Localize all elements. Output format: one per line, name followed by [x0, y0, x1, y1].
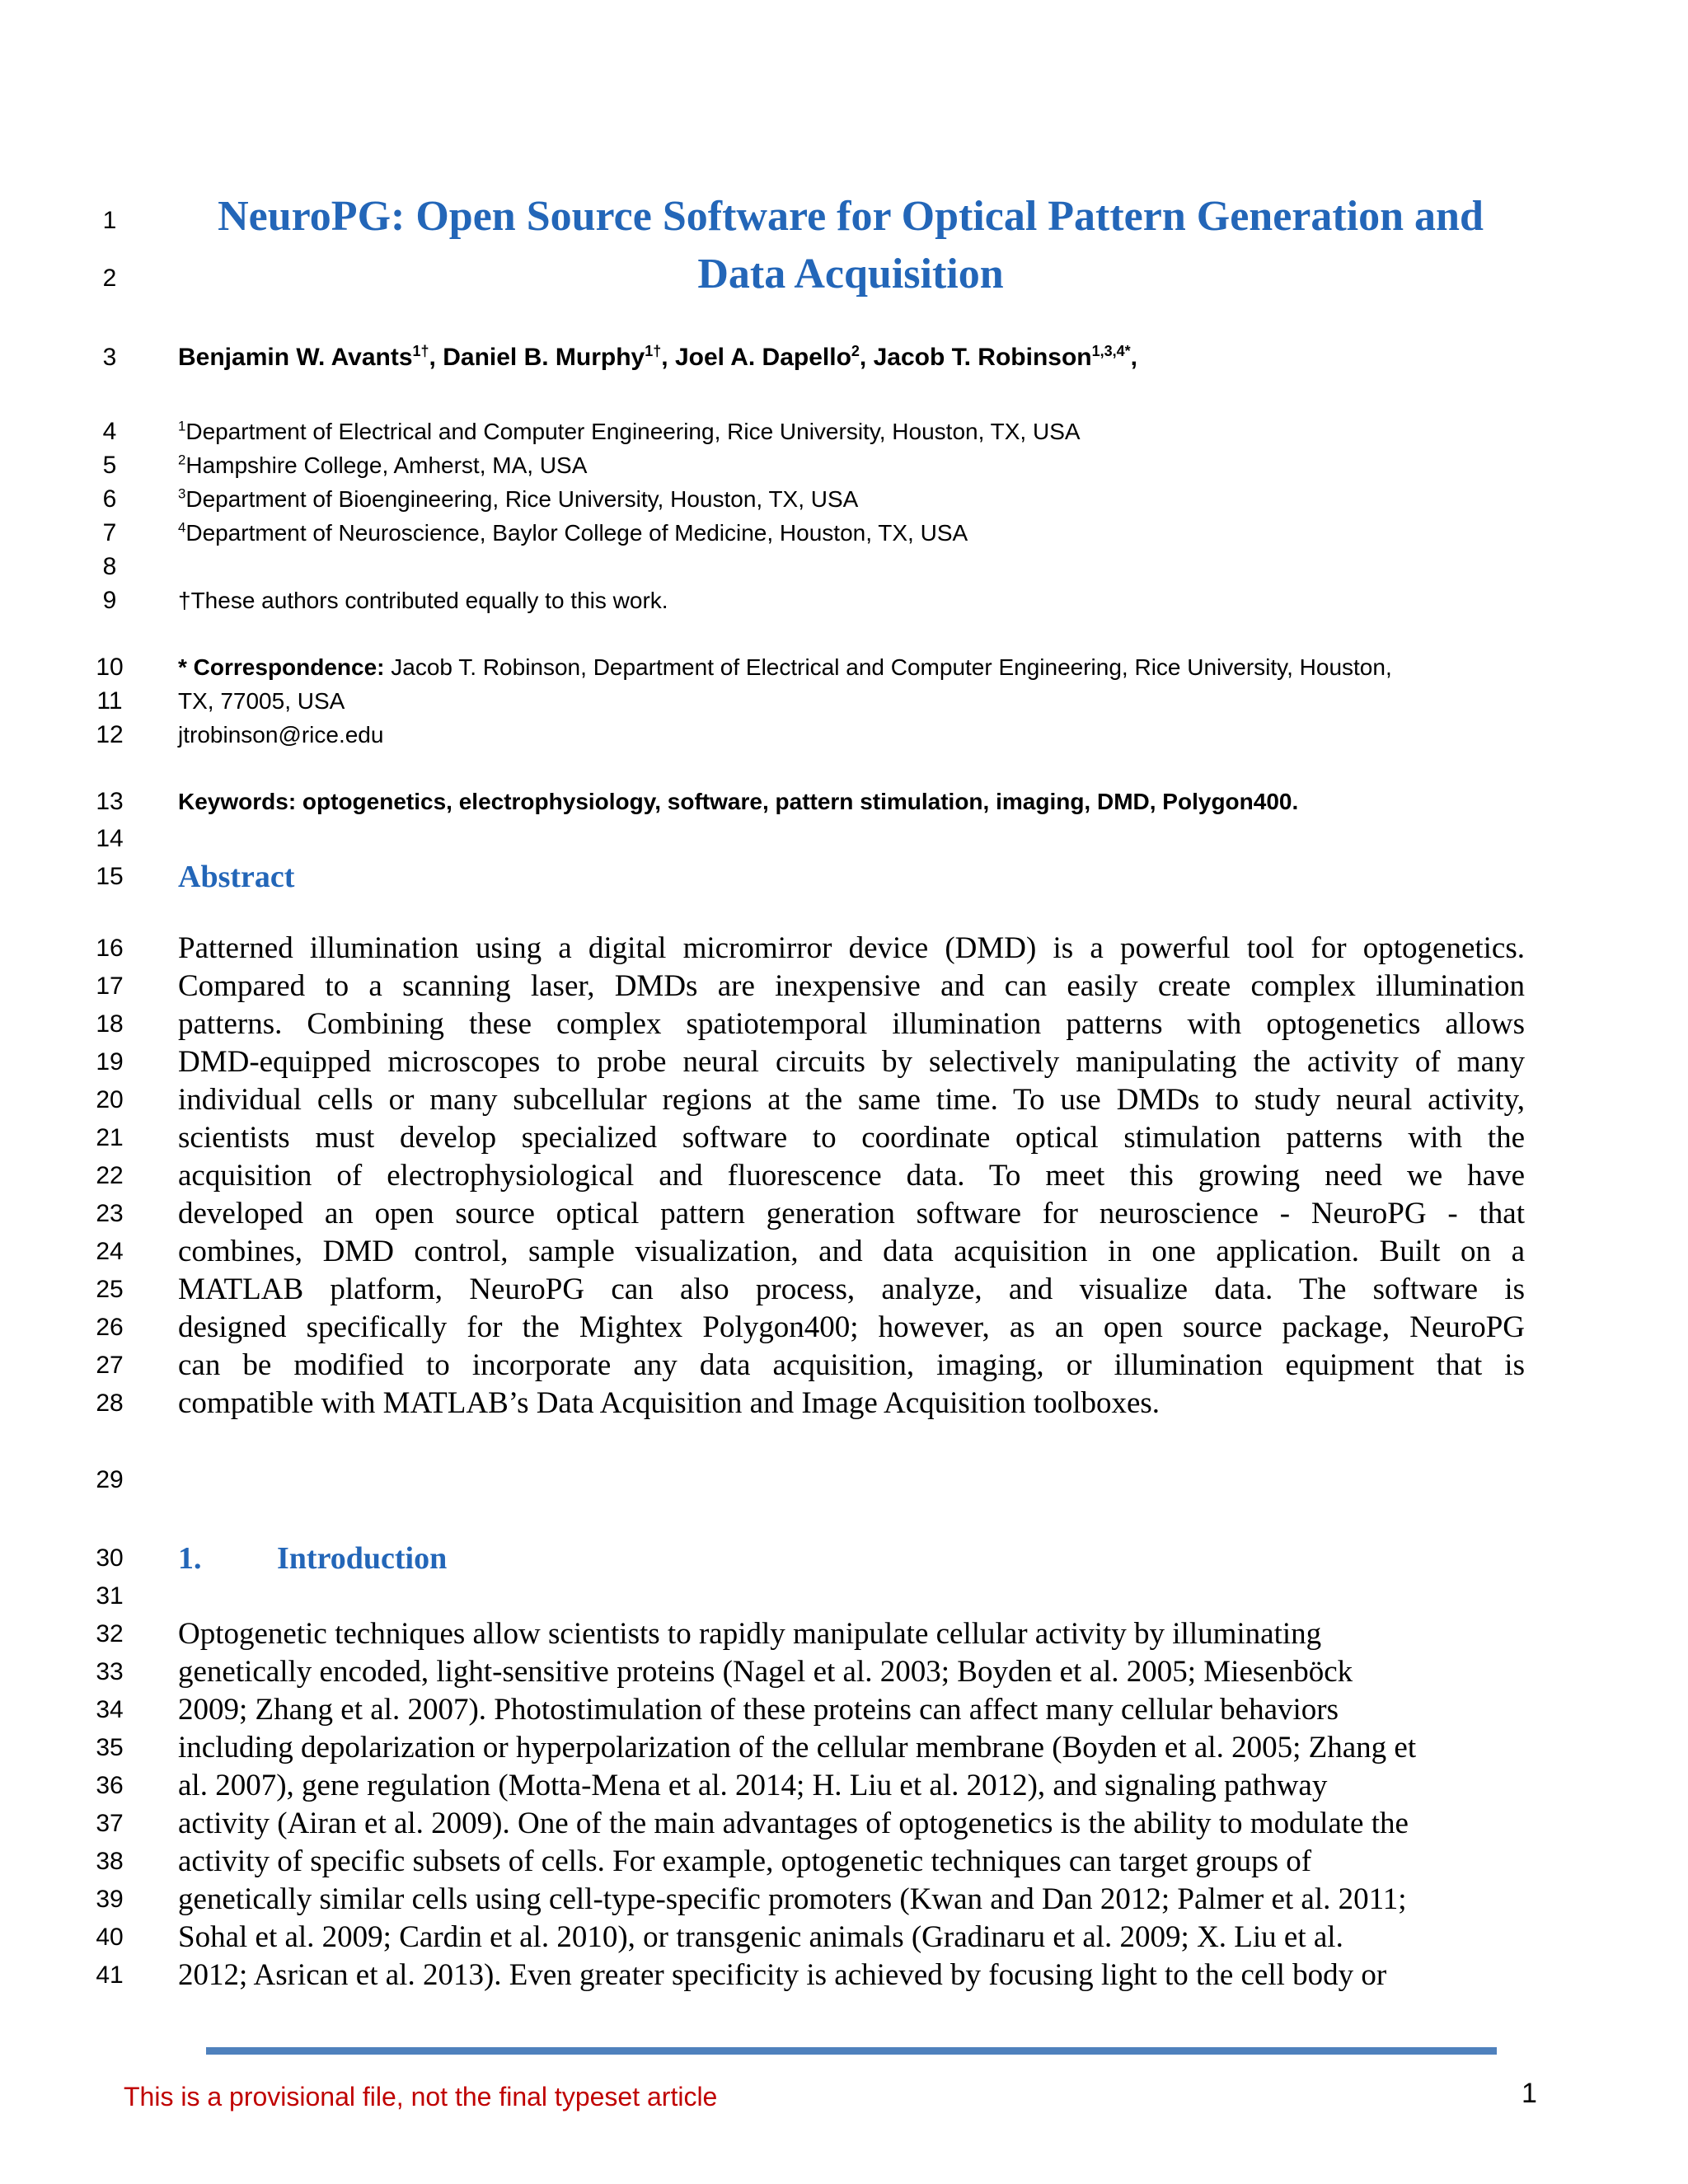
- author-list: [178, 341, 1137, 374]
- equal-contribution-note: †These authors contributed equally to this work.: [178, 588, 668, 613]
- line-number: 31: [96, 1582, 124, 1610]
- author-affiliation-marker: 1†: [412, 343, 429, 359]
- line-number: 25: [96, 1276, 124, 1303]
- author-separator: ,: [1130, 344, 1138, 371]
- author-separator: ,: [661, 344, 675, 371]
- paper-title-line: NeuroPG: Open Source Software for Optical Pattern Generation and: [218, 193, 1484, 240]
- abstract-line: patterns. Combining these complex spatiotemporal illumination patterns with optogenetics allows: [178, 1007, 1525, 1041]
- abstract-line: compatible with MATLAB’s Data Acquisition and Image Acquisition toolboxes.: [178, 1386, 1160, 1420]
- provisional-footer: This is a provisional file, not the final typeset article: [124, 2082, 718, 2111]
- line-number: 14: [96, 825, 124, 852]
- line-number: 37: [96, 1810, 124, 1837]
- abstract-line: Patterned illumination using a digital micromirror device (DMD) is a powerful tool for optogenetics.: [178, 931, 1525, 965]
- line-number: 4: [102, 418, 117, 445]
- line-number: 5: [102, 452, 117, 479]
- abstract-line: DMD-equipped microscopes to probe neural circuits by selectively manipulating the activity of many: [178, 1045, 1525, 1079]
- affiliation-text: Hampshire College, Amherst, MA, USA: [185, 452, 588, 478]
- line-number: 13: [96, 788, 124, 815]
- abstract-line: developed an open source optical pattern generation software for neuroscience - NeuroPG - that: [178, 1197, 1525, 1230]
- intro-line: 2012; Asrican et al. 2013). Even greater specificity is achieved by focusing light to the cell body or: [178, 1958, 1387, 1992]
- affiliation-text: Department of Bioengineering, Rice University, Houston, TX, USA: [185, 486, 859, 512]
- line-number: 28: [96, 1390, 124, 1417]
- line-number: 27: [96, 1352, 124, 1379]
- author-name: Joel A. Dapello: [674, 344, 851, 371]
- intro-line: genetically encoded, light-sensitive proteins (Nagel et al. 2003; Boyden et al. 2005; Miesenböck: [178, 1655, 1353, 1689]
- abstract-line: combines, DMD control, sample visualization, and data acquisition in one application. Built on a: [178, 1235, 1525, 1268]
- author-affiliation-marker: 1†: [645, 343, 662, 359]
- line-number: 34: [96, 1696, 124, 1723]
- line-number: 41: [96, 1961, 124, 1989]
- intro-line: including depolarization or hyperpolarization of the cellular membrane (Boyden et al. 2005; Zhang et: [178, 1731, 1417, 1765]
- footer-rule: [206, 2047, 1497, 2055]
- affiliation: [178, 483, 858, 516]
- correspondence-label: * Correspondence:: [178, 654, 385, 680]
- line-number: 33: [96, 1658, 124, 1685]
- line-number: 23: [96, 1200, 124, 1227]
- line-number: 30: [96, 1544, 124, 1572]
- abstract-line: scientists must develop specialized software to coordinate optical stimulation patterns with the: [178, 1121, 1525, 1155]
- line-number: 10: [96, 654, 124, 681]
- intro-line: activity of specific subsets of cells. For example, optogenetic techniques can target groups of: [178, 1844, 1312, 1878]
- author-affiliation-marker: 1,3,4*: [1091, 343, 1131, 359]
- paper-title-line: Data Acquisition: [697, 251, 1004, 298]
- intro-line: Optogenetic techniques allow scientists to rapidly manipulate cellular activity by illuminating: [178, 1617, 1322, 1651]
- line-number: 40: [96, 1924, 124, 1951]
- line-number: 18: [96, 1010, 124, 1038]
- intro-line: 2009; Zhang et al. 2007). Photostimulation of these proteins can affect many cellular behaviors: [178, 1693, 1339, 1727]
- abstract-line: acquisition of electrophysiological and fluorescence data. To meet this growing need we have: [178, 1159, 1525, 1193]
- line-number: 8: [102, 553, 117, 580]
- affiliation-marker: 2: [178, 452, 186, 468]
- correspondence: [178, 651, 1392, 684]
- abstract-line: individual cells or many subcellular regions at the same time. To use DMDs to study neural activity,: [178, 1083, 1525, 1117]
- correspondence-email[interactable]: jtrobinson@rice.edu: [178, 722, 384, 748]
- correspondence-line: Jacob T. Robinson, Department of Electrical and Computer Engineering, Rice University, Houston,: [391, 654, 1392, 680]
- line-number: 21: [96, 1124, 124, 1151]
- correspondence-line: TX, 77005, USA: [178, 688, 345, 714]
- line-number: 35: [96, 1734, 124, 1761]
- line-number: 1: [102, 207, 117, 234]
- intro-line: al. 2007), gene regulation (Motta-Mena et al. 2014; H. Liu et al. 2012), and signaling pathway: [178, 1769, 1328, 1802]
- line-number: 3: [102, 344, 117, 371]
- line-number: 32: [96, 1620, 124, 1647]
- affiliation-text: Department of Neuroscience, Baylor College of Medicine, Houston, TX, USA: [185, 520, 968, 546]
- section-heading: Introduction: [277, 1541, 448, 1576]
- page-number: 1: [1522, 2078, 1537, 2109]
- abstract-line: Compared to a scanning laser, DMDs are inexpensive and can easily create complex illumination: [178, 969, 1525, 1003]
- line-number: 24: [96, 1238, 124, 1265]
- line-number: 17: [96, 972, 124, 1000]
- affiliation-marker: 4: [178, 519, 186, 536]
- affiliation-marker: 1: [178, 418, 186, 434]
- author-separator: ,: [859, 344, 874, 371]
- author-affiliation-marker: 2: [851, 343, 860, 359]
- affiliation: [178, 517, 968, 550]
- line-number: 26: [96, 1314, 124, 1341]
- abstract-line: MATLAB platform, NeuroPG can also process, analyze, and visualize data. The software is: [178, 1272, 1525, 1306]
- line-number: 38: [96, 1848, 124, 1875]
- keywords: Keywords: optogenetics, electrophysiology, software, pattern stimulation, imaging, DMD, Polygon400.: [178, 789, 1299, 814]
- line-number: 22: [96, 1162, 124, 1189]
- author-name: Daniel B. Murphy: [443, 344, 645, 371]
- affiliation: [178, 449, 587, 482]
- line-number: 15: [96, 863, 124, 890]
- line-number: 39: [96, 1886, 124, 1913]
- line-number: 19: [96, 1048, 124, 1076]
- abstract-line: can be modified to incorporate any data acquisition, imaging, or illumination equipment that is: [178, 1348, 1525, 1382]
- line-number: 6: [102, 485, 117, 513]
- intro-line: Sohal et al. 2009; Cardin et al. 2010), or transgenic animals (Gradinaru et al. 2009; X. Liu et al.: [178, 1920, 1343, 1954]
- line-number: 11: [96, 687, 123, 715]
- line-number: 7: [102, 519, 117, 546]
- line-number: 29: [96, 1466, 124, 1493]
- line-number: 9: [102, 587, 117, 614]
- line-number: 12: [96, 721, 124, 748]
- author-separator: ,: [429, 344, 443, 371]
- abstract-heading: Abstract: [178, 860, 295, 894]
- intro-line: activity (Airan et al. 2009). One of the main advantages of optogenetics is the ability to modulate the: [178, 1807, 1409, 1840]
- affiliation-text: Department of Electrical and Computer Engineering, Rice University, Houston, TX, USA: [185, 419, 1081, 444]
- line-number: 36: [96, 1772, 124, 1799]
- author-name: Benjamin W. Avants: [178, 344, 413, 371]
- intro-line: genetically similar cells using cell-type-specific promoters (Kwan and Dan 2012; Palmer et al. 2011;: [178, 1882, 1407, 1916]
- affiliation-marker: 3: [178, 485, 186, 502]
- abstract-line: designed specifically for the Mightex Polygon400; however, as an open source package, NeuroPG: [178, 1310, 1525, 1344]
- line-number: 16: [96, 935, 124, 962]
- affiliation: [178, 415, 1081, 448]
- section-number: 1.: [178, 1541, 202, 1576]
- author-name: Jacob T. Robinson: [873, 344, 1092, 371]
- line-number: 20: [96, 1086, 124, 1113]
- line-number: 2: [102, 265, 117, 292]
